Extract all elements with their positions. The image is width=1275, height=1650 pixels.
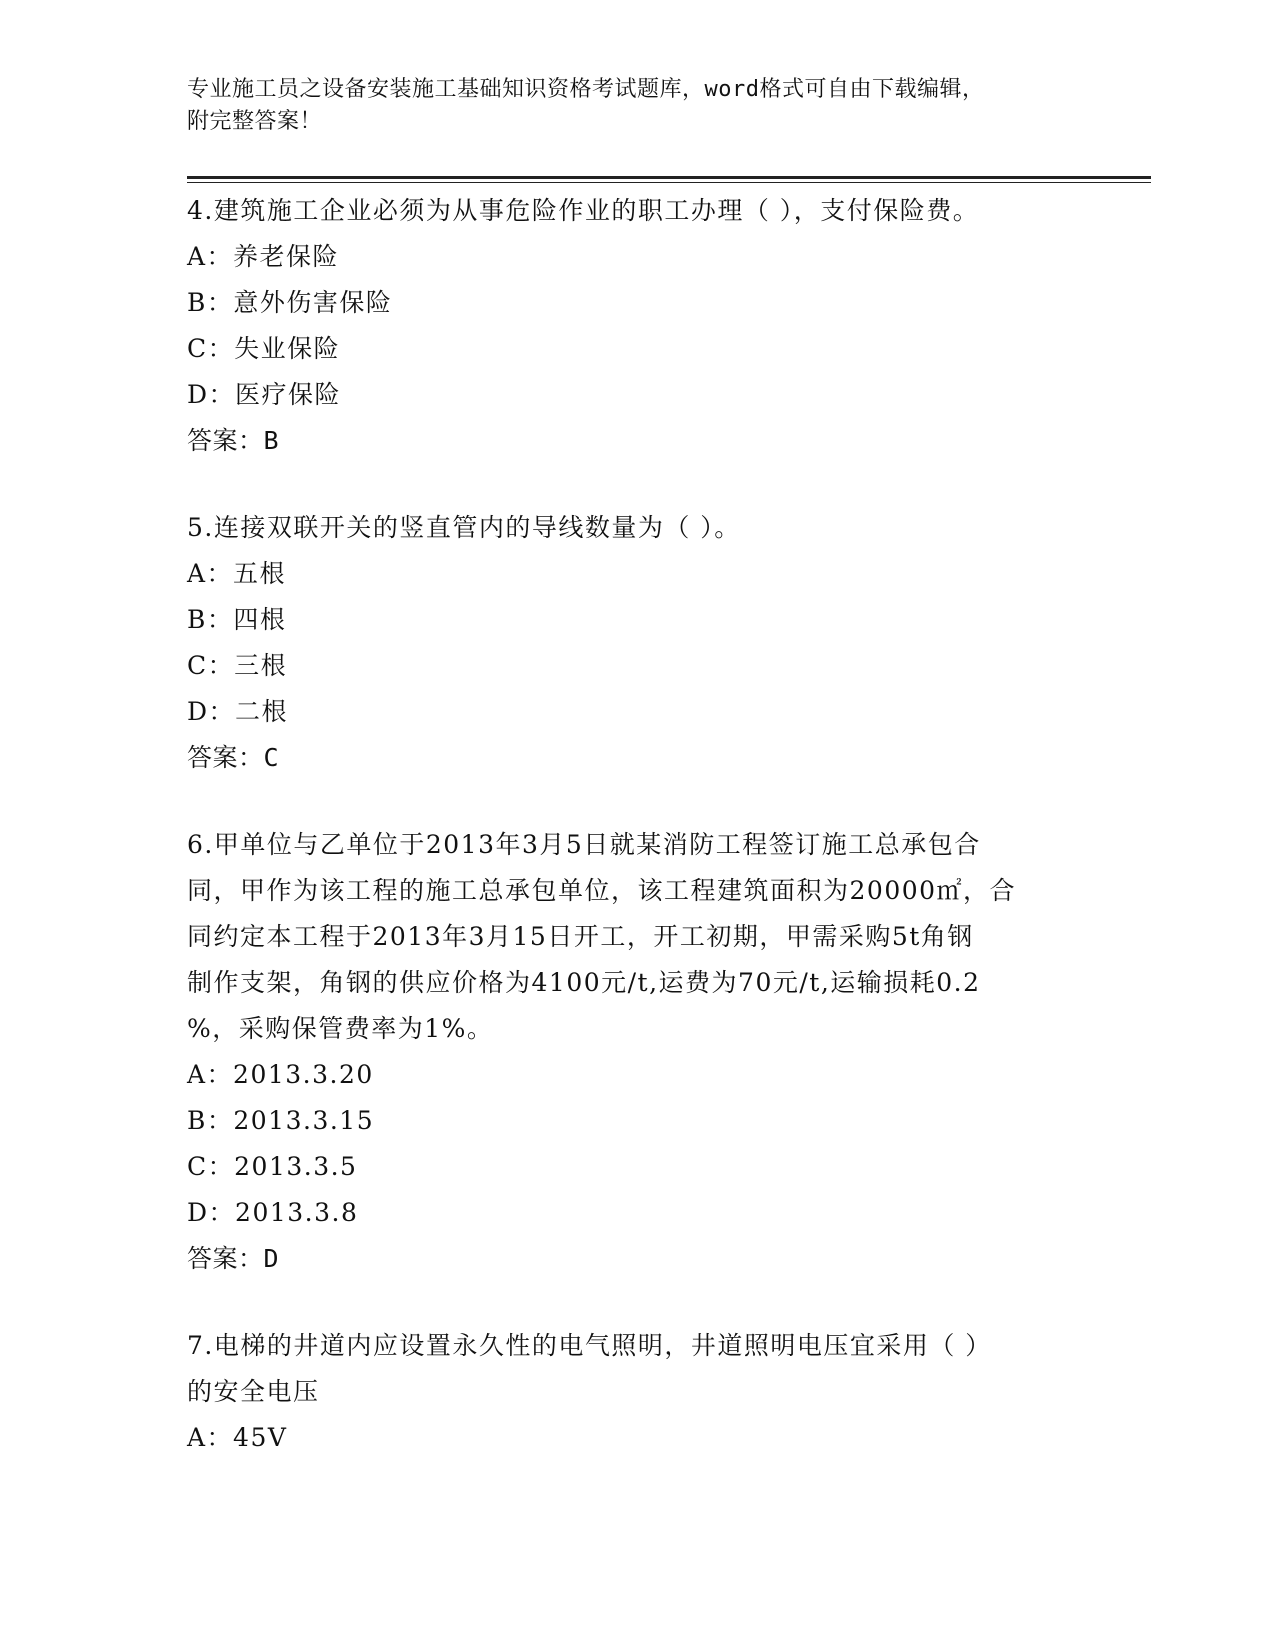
question-stem-line: %，采购保管费率为1%。 — [187, 1014, 494, 1043]
option-a: A：养老保险 — [187, 242, 340, 271]
question-stem-line: 6.甲单位与乙单位于2013年3月5日就某消防工程签订施工总承包合 — [187, 830, 981, 859]
option-c: C：2013.3.5 — [187, 1152, 358, 1181]
option-d: D：医疗保险 — [187, 380, 342, 409]
question-stem-line: 同，甲作为该工程的施工总承包单位，该工程建筑面积为20000㎡，合 — [187, 876, 1017, 905]
header-rule-thick — [187, 176, 1151, 179]
question-stem: 4.建筑施工企业必须为从事危险作业的职工办理（ ），支付保险费。 — [187, 196, 980, 225]
question-stem-line: 的安全电压 — [187, 1377, 320, 1406]
question-5 — [187, 505, 1087, 781]
answer-label: 答案：D — [187, 1244, 280, 1273]
option-d: D：2013.3.8 — [187, 1198, 359, 1227]
option-a: A：五根 — [187, 559, 287, 588]
question-7 — [187, 1323, 1087, 1461]
option-b: B：意外伤害保险 — [187, 288, 393, 317]
header-line-1: 专业施工员之设备安装施工基础知识资格考试题库，word格式可自由下载编辑， — [187, 77, 985, 102]
question-6 — [187, 822, 1087, 1282]
option-a: A：45V — [187, 1423, 288, 1452]
answer-label: 答案：C — [187, 743, 280, 772]
header-rule-thin — [187, 182, 1151, 183]
question-list — [187, 188, 1087, 1502]
option-a: A：2013.3.20 — [187, 1060, 374, 1089]
question-stem-line: 制作支架，角钢的供应价格为4100元/t,运费为70元/t,运输损耗0.2 — [187, 968, 981, 997]
option-b: B：2013.3.15 — [187, 1106, 375, 1135]
question-stem-line: 同约定本工程于2013年3月15日开工，开工初期，甲需采购5t角钢 — [187, 922, 974, 951]
question-stem: 5.连接双联开关的竖直管内的导线数量为（ ）。 — [187, 513, 741, 542]
question-4 — [187, 188, 1087, 464]
header-line-2: 附完整答案！ — [187, 109, 323, 134]
option-b: B：四根 — [187, 605, 287, 634]
option-c: C：三根 — [187, 651, 288, 680]
document-header — [187, 74, 1087, 138]
question-stem-line: 7.电梯的井道内应设置永久性的电气照明，井道照明电压宜采用（ ） — [187, 1331, 992, 1360]
option-c: C：失业保险 — [187, 334, 341, 363]
answer-label: 答案：B — [187, 426, 280, 455]
option-d: D：二根 — [187, 697, 289, 726]
